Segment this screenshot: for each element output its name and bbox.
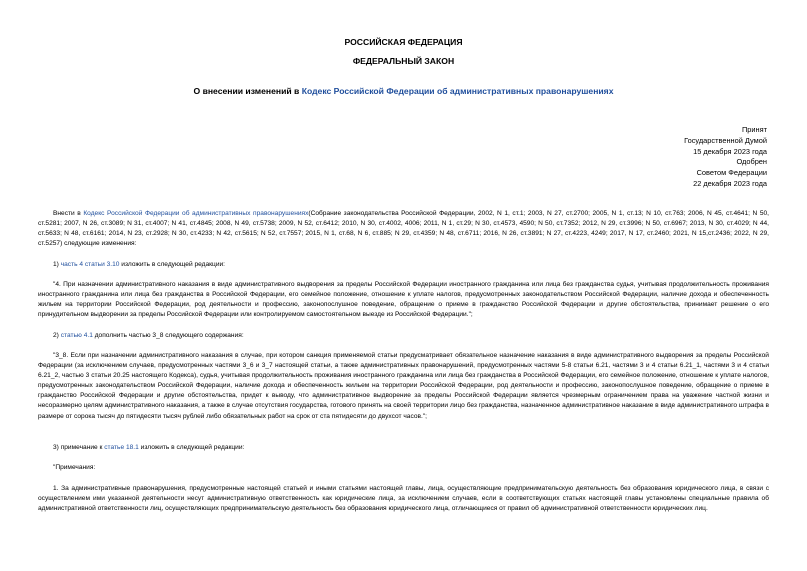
adoption-line-council-date: 22 декабря 2023 года <box>693 178 767 188</box>
law-title-prefix: О внесении изменений в <box>193 86 302 96</box>
item1-rest: изложить в следующей редакции: <box>119 261 226 268</box>
code-link-title[interactable]: Кодекс Российской Федерации об административных правонарушениях <box>301 86 614 96</box>
item1-number: 1) <box>53 261 61 268</box>
item2-number: 2) <box>53 332 61 339</box>
item3-note1 <box>38 484 769 514</box>
article-3-10-link[interactable]: часть 4 статьи 3.10 <box>60 261 120 268</box>
item1-paragraph <box>38 260 769 270</box>
notes-heading: "Примечания: <box>53 464 96 471</box>
intro-prefix: Внести в <box>53 210 84 217</box>
item1-quote <box>38 280 769 320</box>
item3-rest: изложить в следующей редакции: <box>138 444 245 451</box>
country-heading: РОССИЙСКАЯ ФЕДЕРАЦИЯ <box>344 37 463 47</box>
item3-paragraph <box>38 443 769 453</box>
item1-quote-text: "4. При назначении административного наказания в виде административного выдворения за пределы Российской Федерации иностранного гражданина или лица без гражданства судья, учитывая продолжительность проживания иностранного гражданина или лица без гражданства в Российской Федерации, его семейное положение, отношение к уплате налогов, предусмотренных законодательством Российской Федерации, наличие дохода и обеспеченность жильем на территории Российской Федерации, род деятельности и профессию, законопослушное поведение, обращение о приеме в гражданство Российской Федерации и другие обстоятельства, принимает решение о его принудительном выдворении за пределы Российской Федерации или контролируемом самостоятельном выезде из Российской Федерации."; <box>38 281 769 319</box>
item2-quote-text: "3_8. Если при назначении административного наказания в случае, при котором санкция применяемой статьи предусматривает обязательное назначение наказания в виде административного выдворения за пределы Российской Федерации (за исключением случаев, предусмотренных частями 3_6 и 3_7 настоящей статьи, а также административных правонарушений, предусмотренных частями 5-8 статьи 6.21, частями 3 и 4 статьи 6.21_1, частями 3 и 4 статьи 6.21_2, частью 3 статьи 20.25 настоящего Кодекса), судья, учитывая продолжительность проживания иностранного гражданина или лица без гражданства в Российской Федерации, его семейное положение, отношение к уплате налогов, предусмотренных законодательством Российской Федерации, наличие дохода и обеспеченность жильем на территории Российской Федерации, род деятельности и профессию, законопослушное поведение, обращение о приеме в гражданство Российской Федерации и другие обстоятельства, придет к выводу, что административное выдворение за пределы Российской Федерации является чрезмерным ограничением права на уважение частной жизни и несоразмерно целям административного наказания, а также в случае отсутствия государства, готового принять на своей территории лицо без гражданства, назначенное административное наказание в виде административного штрафа в размере от сорока тысяч до пятидесяти тысяч рублей либо обязательных работ на срок от ста пятидесяти до двухсот часов."; <box>38 352 769 420</box>
item2-rest: дополнить частью 3_8 следующего содержания: <box>92 332 244 339</box>
adoption-line-duma: Государственной Думой <box>684 135 767 145</box>
law-title <box>0 86 807 96</box>
article-4-1-link[interactable]: статью 4.1 <box>60 332 93 339</box>
code-link-intro[interactable]: Кодекс Российской Федерации об административных правонарушениях <box>83 210 309 217</box>
adoption-line-approved: Одобрен <box>736 157 767 167</box>
adoption-line-council: Советом Федерации <box>696 168 767 178</box>
article-18-1-link[interactable]: статье 18.1 <box>104 444 139 451</box>
adoption-line-accepted: Принят <box>741 125 767 134</box>
item3-quote-head <box>38 463 769 473</box>
intro-paragraph <box>38 209 769 249</box>
intro-rest: (Собрание законодательства Российской Федерации, 2002, N 1, ст.1; 2003, N 27, ст.2700; 2005, N 1, ст.13; N 10, ст.763; 2006, N 45, ст.4641; N 50, ст.5281; 2007, N 26, ст.3089; N 31, ст.4007; N 41, ст.4845; 2008, N 49, ст.5738; 2009, N 52, ст.6412; 2010, N 30, ст.4002, 4006; 2011, N 1, ст.29; N 30, ст.4573, 4590; N 50, ст.7352; 2012, N 29, ст.3996; N 50, ст.6967; 2013, N 30, ст.4029; N 44, ст.5633; N 48, ст.6161; 2014, N 23, ст.2928; N 30, ст.4233; N 42, ст.5615; N 52, ст.7557; 2015, N 1, ст.68, N 6, ст.885; N 29, ст.4359; N 48, ст.6711; 2016, N 26, ст.3891; N 27, ст.4223, 4249; 2017, N 17, ст.2460; 2021, N 15,ст.2436; 2022, N 29, ст.5257) следующие изменения: <box>38 210 770 248</box>
item3-number: 3) примечание к <box>53 444 105 451</box>
note1-text: 1. За административные правонарушения, предусмотренные настоящей статьей и иными статьями настоящей главы, лица, осуществляющие предпринимательскую деятельность без образования юридического лица, в связи с осуществлением ими указанной деятельности несут административную ответственность как юридические лица, за исключением случаев, если в соответствующих статьях настоящей главы установлены специальные правила об административной ответственности лиц, осуществляющих предпринимательскую деятельность без образования юридического лица, отличающиеся от правил об административной ответственности юридических лиц. <box>38 485 769 513</box>
adoption-block <box>684 125 767 190</box>
adoption-line-duma-date: 15 декабря 2023 года <box>693 146 767 156</box>
law-type-heading: ФЕДЕРАЛЬНЫЙ ЗАКОН <box>352 56 455 66</box>
item2-quote <box>38 351 769 422</box>
item2-paragraph <box>38 331 769 341</box>
